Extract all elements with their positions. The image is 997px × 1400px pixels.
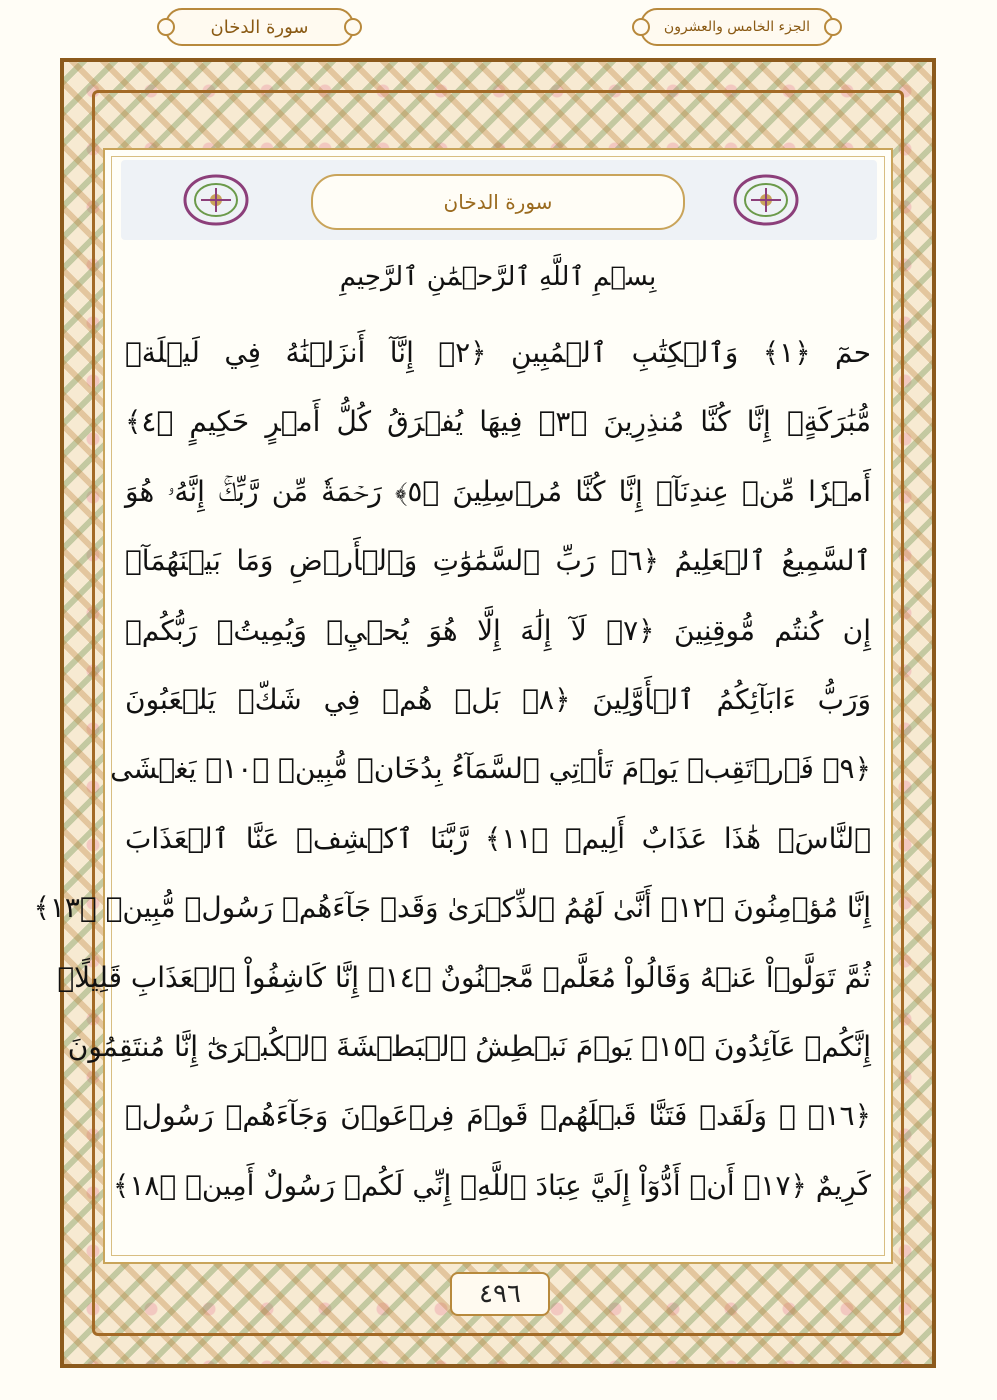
verse-text-block [33, 318, 872, 1220]
juz-label [640, 8, 834, 46]
verse-line: حمٓ ﴿١﴾ وَٱلۡكِتَٰبِ ٱلۡمُبِينِ ﴿٢﴾ إِنَّآ أَنزَلۡنَٰهُ فِي لَيۡلَةٖ [125, 336, 872, 369]
basmala: بِسۡمِ ٱللَّهِ ٱلرَّحۡمَٰنِ ٱلرَّحِيمِ [339, 262, 657, 292]
verse-line: مُّبَٰرَكَةٍۚ إِنَّا كُنَّا مُنذِرِينَ ﴿٣﴾ فِيهَا يُفۡرَقُ كُلُّ أَمۡرٍ حَكِيمٍ ﴿٤﴾ [125, 405, 871, 439]
verse-line: ٱلسَّمِيعُ ٱلۡعَلِيمُ ﴿٦﴾ رَبِّ ٱلسَّمَٰوَٰتِ وَٱلۡأَرۡضِ وَمَا بَيۡنَهُمَآۖ [125, 544, 871, 578]
verse-line: إِنَّكُمۡ عَآئِدُونَ ﴿١٥﴾ يَوۡمَ نَبۡطِشُ ٱلۡبَطۡشَةَ ٱلۡكُبۡرَىٰٓ إِنَّا مُنتَقِمُونَ [67, 1029, 871, 1063]
verse-line: ﴿١٦﴾ ۞ وَلَقَدۡ فَتَنَّا قَبۡلَهُمۡ قَوۡمَ فِرۡعَوۡنَ وَجَآءَهُمۡ رَسُولٞ [125, 1099, 871, 1133]
page-content [33, 148, 893, 1264]
page-number-text: ٤٩٦ [479, 1279, 521, 1309]
page-number [450, 1272, 550, 1316]
surah-banner [121, 160, 877, 240]
verse-line: ٱلنَّاسَۖ هَٰذَا عَذَابٌ أَلِيمٞ ﴿١١﴾ رَّبَّنَا ٱكۡشِفۡ عَنَّا ٱلۡعَذَابَ [125, 821, 871, 855]
verse-line: أَمۡرٗا مِّنۡ عِندِنَآۚ إِنَّا كُنَّا مُرۡسِلِينَ ﴿٥﴾ رَحۡمَةٗ مِّن رَّبِّكَۚ إِنَّهُۥ هُوَ [125, 474, 871, 508]
verse-line: ﴿٩﴾ فَٱرۡتَقِبۡ يَوۡمَ تَأۡتِي ٱلسَّمَآءُ بِدُخَانٖ مُّبِينٖ ﴿١٠﴾ يَغۡشَى [110, 752, 871, 786]
verse-line: إِن كُنتُم مُّوقِنِينَ ﴿٧﴾ لَآ إِلَٰهَ إِلَّا هُوَ يُحۡيِۦ وَيُمِيتُۖ رَبُّكُمۡ [125, 613, 871, 647]
left-ornament-icon [181, 172, 251, 228]
verse-line: وَرَبُّ ءَابَآئِكُمُ ٱلۡأَوَّلِينَ ﴿٨﴾ بَلۡ هُمۡ فِي شَكّٖ يَلۡعَبُونَ [125, 682, 871, 716]
right-ornament-icon [731, 172, 801, 228]
surah-name-label [165, 8, 354, 46]
juz-text: الجزء الخامس والعشرون [663, 19, 811, 35]
surah-title-text: سورة الدخان [443, 190, 553, 214]
verse-line: كَرِيمٌ ﴿١٧﴾ أَنۡ أَدُّوٓاْ إِلَيَّ عِبَادَ ٱللَّهِۖ إِنِّي لَكُمۡ رَسُولٌ أَمِينٞ ﴿١٨﴾ [112, 1168, 871, 1202]
surah-title [311, 174, 685, 230]
verse-line: إِنَّا مُؤۡمِنُونَ ﴿١٢﴾ أَنَّىٰ لَهُمُ ٱلذِّكۡرَىٰ وَقَدۡ جَآءَهُمۡ رَسُولٞ مُّبِينٞ ﴿١٣﴾ [33, 891, 871, 925]
verse-line: ثُمَّ تَوَلَّوۡاْ عَنۡهُ وَقَالُواْ مُعَلَّمٞ مَّجۡنُونٌ ﴿١٤﴾ إِنَّا كَاشِفُواْ ٱلۡعَذَابِ قَلِيلًاۚ [57, 960, 871, 994]
surah-name-text: سورة الدخان [210, 16, 309, 38]
